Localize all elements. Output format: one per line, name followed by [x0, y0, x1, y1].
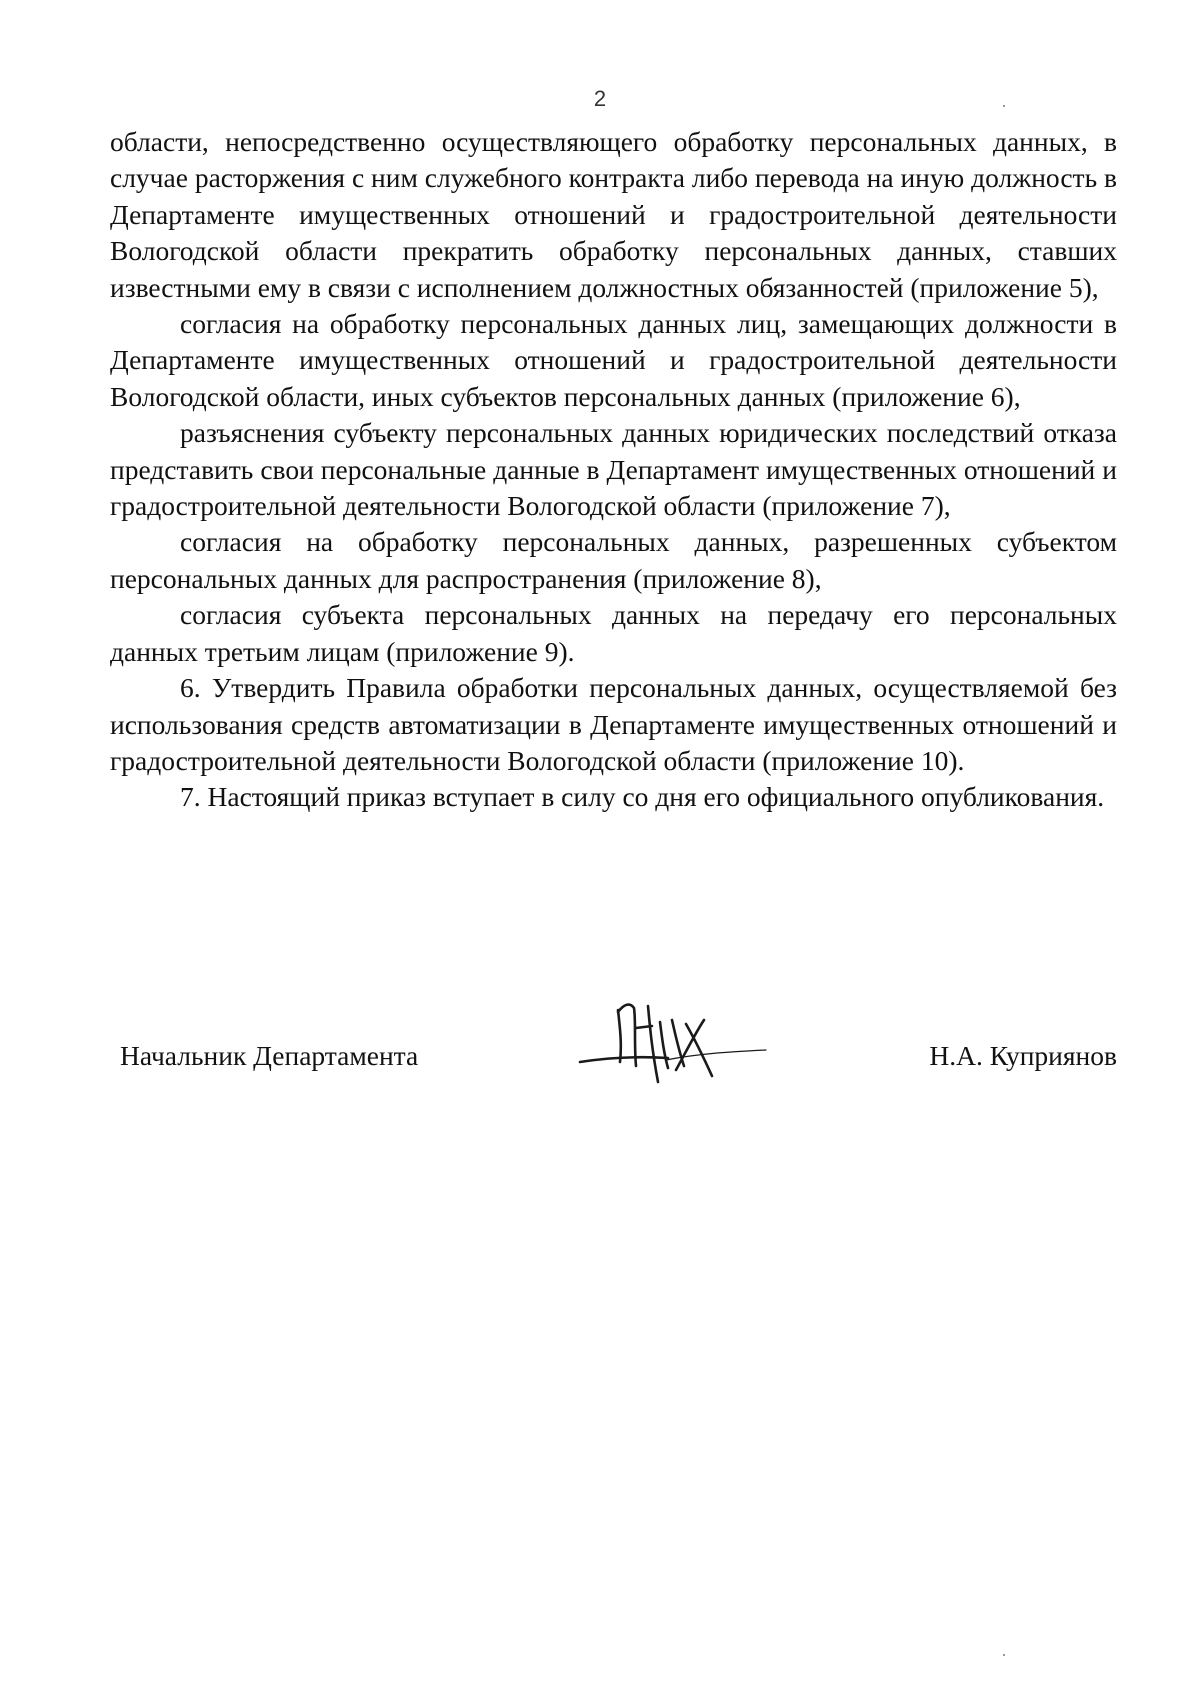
handwritten-signature: [576, 988, 776, 1088]
signature-block: [120, 1040, 1117, 1100]
scan-speck: [1003, 1654, 1005, 1656]
paragraph-consent-processing: согласия на обработку персональных данных лиц, замещающих должности в Департаменте имущественных отношений и градостроительной деятельности Вологодской области, иных субъектов персональных данных (приложение 6),: [110, 308, 1117, 412]
paragraph-item-6: 6. Утвердить Правила обработки персональных данных, осуществляемой без использования средств автоматизации в Департаменте имущественных отношений и градостроительной деятельности Вологодской области (приложение 10).: [110, 672, 1117, 776]
paragraph-item-7: 7. Настоящий приказ вступает в силу со дня его официального опубликования.: [180, 781, 1105, 813]
paragraph-continuation: области, непосредственно осуществляющего обработку персональных данных, в случае расторжения с ним служебного контракта либо перевода на иную должность в Департаменте имущественных отношений и градостроительной деятельности Вологодской области прекратить обработку персональных данных, ставших известными ему в связи с исполнением должностных обязанностей (приложение 5),: [110, 126, 1117, 303]
document-body: [110, 124, 1117, 816]
paragraph-legal-consequences: разъяснения субъекту персональных данных юридических последствий отказа представить свои персональные данные в Департамент имущественных отношений и градостроительной деятельности Вологодской области (приложение 7),: [110, 417, 1117, 522]
signatory-name: Н.А. Куприянов: [929, 1040, 1117, 1071]
paragraph-consent-transfer: согласия субъекта персональных данных на передачу его персональных данных третьим лицам (приложение 9).: [110, 599, 1117, 667]
page-number: 2: [593, 86, 607, 111]
paragraph-consent-distribution: согласия на обработку персональных данных, разрешенных субъектом персональных данных для распространения (приложение 8),: [110, 526, 1117, 594]
signatory-position: Начальник Департамента: [120, 1040, 419, 1071]
scan-speck: [1003, 105, 1005, 107]
